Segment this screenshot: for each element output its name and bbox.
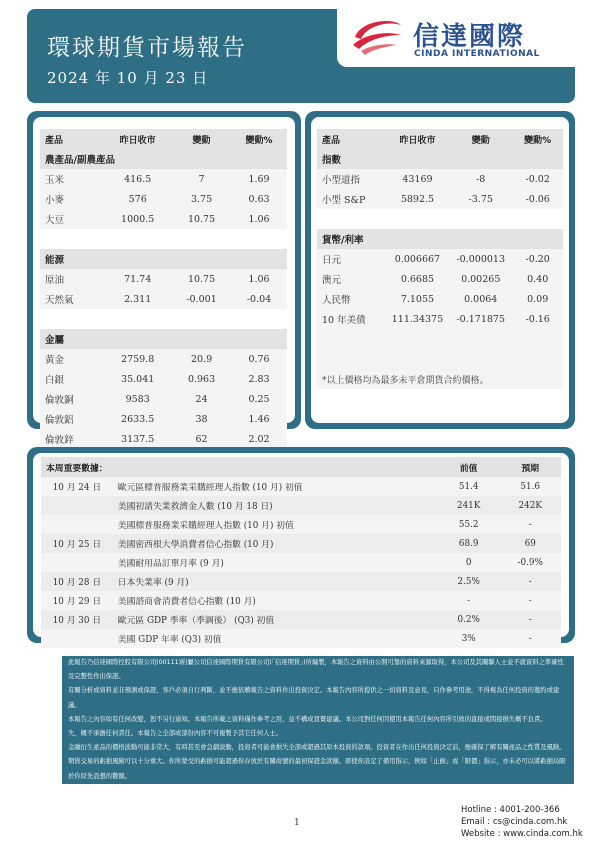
logo-english-name: CINDA INTERNATIONAL	[414, 49, 540, 59]
report-date: 2024 年 10 月 23 日	[47, 69, 209, 87]
table-row	[317, 349, 563, 369]
table-row: 美國初請失業救濟金人數 (10 月 18 日) 241K 242K	[41, 496, 561, 515]
disclaimer-line: 本報告之內容如有任何改變，恕不另行通知。本報告所載之資料僅作參考之用，並不構成買賣建議。本公司對任何因使用本報告任何內容所引致的直接或間接損失概不負責。	[68, 715, 547, 723]
disclaimer-line: 金融衍生產品的價格波動可能非常大，有時甚至會急劇波動，投資者可能會損失全部或超過其原本投資的款項。投資者在作出任何投資決定前，應確保了解有關產品之性質及風險。	[68, 744, 566, 752]
table-header-row	[40, 129, 287, 149]
spacer-row	[40, 309, 287, 329]
commodities-table	[40, 129, 287, 449]
section-header: 能源	[40, 249, 287, 269]
col-product: 產品	[40, 129, 103, 149]
section-header: 農產品/副農產品	[40, 149, 287, 169]
hotline-text: Hotline : 4001-200-366	[461, 805, 560, 815]
table-row: 倫敦鋅 3137.5 62 2.02	[40, 429, 287, 449]
table-row	[317, 329, 563, 349]
table-header-row	[317, 129, 563, 149]
col-product: 產品	[317, 129, 386, 149]
table-row: 澳元 0.6685 0.00265 0.40	[317, 269, 563, 289]
commodities-panel	[27, 111, 301, 446]
weekly-data-table	[41, 457, 561, 648]
table-row: 小麥 576 3.75 0.63	[40, 189, 287, 209]
report-header	[27, 9, 575, 103]
email-link[interactable]: Email : cs@cinda.com.hk	[461, 817, 568, 827]
table-row: 10 月 30 日 歐元區 GDP 季率（季調後） (Q3) 初值 0.2% -	[41, 610, 561, 629]
financials-table	[317, 129, 563, 389]
spacer-row	[40, 229, 287, 249]
table-row: 小型道指 43169 -8 -0.02	[317, 169, 563, 189]
col-close: 昨日收市	[386, 129, 449, 149]
table-row: 日元 0.006667 -0.000013 -0.20	[317, 249, 563, 269]
col-change: 變動	[172, 129, 231, 149]
table-row: 美國 GDP 年率 (Q3) 初值 3% -	[41, 629, 561, 648]
table-row: 玉米 416.5 7 1.69	[40, 169, 287, 189]
table-row: 10 月 25 日 美國密西根大學消費者信心指數 (10 月) 68.9 69	[41, 534, 561, 553]
logo-area	[337, 9, 575, 67]
table-row: 倫敦銅 9583 24 0.25	[40, 389, 287, 409]
disclaimer-line: 失，概不承擔任何責任。本報告之全部或部份內容不可複製予其它任何人士。	[68, 730, 283, 738]
table-row: 小型 S&P 5892.5 -3.75 -0.06	[317, 189, 563, 209]
col-forecast: 預期	[499, 457, 561, 477]
col-change-pct: 變動%	[231, 129, 287, 149]
section-header: 金屬	[40, 329, 287, 349]
weekly-data-panel	[27, 447, 575, 643]
disclaimer-box	[62, 656, 574, 794]
table-row: 白銀 35.041 0.963 2.83	[40, 369, 287, 389]
table-row: 10 月 24 日 歐元區標普服務業采購經理人指數 (10 月) 初值 51.4 51.6	[41, 477, 561, 496]
section-header: 貨幣/利率	[317, 229, 563, 249]
contact-info	[461, 804, 583, 840]
page-number: 1	[294, 818, 300, 828]
table-row	[317, 369, 563, 389]
table-row: 黃金 2759.8 20.9 0.76	[40, 349, 287, 369]
table-row: 10 月 29 日 美國諮商會消費者信心指數 (10 月) - -	[41, 591, 561, 610]
website-link[interactable]: Website : www.cinda.com.hk	[461, 829, 583, 839]
table-row: 大豆 1000.5 10.75 1.06	[40, 209, 287, 229]
disclaimer-line: 此報告乃信達國際控股有限公司(00111)附屬公司信達國際期貨有限公司(「信達期貨」)所編製，本報告之資料由公開可靠的資料來源取得，本公司及其關聯人士並不就資料之準確性及完整性作出保證。	[68, 659, 564, 681]
disclaimer-line: 期貨交易的虧損風險可以十分重大。你所蒙受的虧損可能超過你存放於有關商號的最初保證金款額。即使你設定了備用指示，例如「止蝕」或「限價」指示，亦未必可以將虧損局限於你原先設想的數額。	[68, 758, 566, 780]
disclaimer-line: 有關分析或資料並非預測或保證，客戶必須自行判斷，並不應依賴報告之資料作出投資決定。本報告內容所提供之一切資料及意見，只作參考用途，不得視為任何投資的邀約或建議。	[68, 687, 560, 709]
logo-chinese-name: 信達國際	[413, 22, 526, 52]
col-change-pct: 變動%	[512, 129, 563, 149]
section-header: 指數	[317, 149, 563, 169]
table-row: 天然氣 2.311 -0.001 -0.04	[40, 289, 287, 309]
col-change: 變動	[449, 129, 512, 149]
financials-panel	[305, 111, 575, 429]
price-note: *以上價格均為最多未平倉期貨合約價格。	[317, 369, 563, 389]
table-row: 10 月 28 日 日本失業率 (9 月) 2.5% -	[41, 572, 561, 591]
col-close: 昨日收市	[103, 129, 172, 149]
report-title: 環球期貨市場報告	[47, 35, 247, 61]
weekly-data-title: 本周重要數據：	[41, 457, 438, 477]
spacer-row	[317, 209, 563, 229]
cinda-logo-icon	[351, 15, 403, 55]
table-row: 10 年美債 111.34375 -0.171875 -0.16	[317, 309, 563, 329]
table-row: 美國標普服務業采購經理人指數 (10 月) 初值 55.2 -	[41, 515, 561, 534]
col-previous: 前值	[438, 457, 500, 477]
table-row: 美國耐用品訂單月率 (9 月) 0 -0.9%	[41, 553, 561, 572]
disclaimer-line: 你的未平倉合約可能會被平倉，你將要為你的戶口所出現的任何逆差負責。因此，你必須仔細考慮，鑑於自己的財務狀況及投資目標，這種買賣是否適合你。	[68, 786, 503, 794]
table-header-row	[41, 457, 561, 477]
table-row: 倫敦鋁 2633.5 38 1.46	[40, 409, 287, 429]
table-row: 原油 71.74 10.75 1.06	[40, 269, 287, 289]
table-row: 人民幣 7.1055 0.0064 0.09	[317, 289, 563, 309]
